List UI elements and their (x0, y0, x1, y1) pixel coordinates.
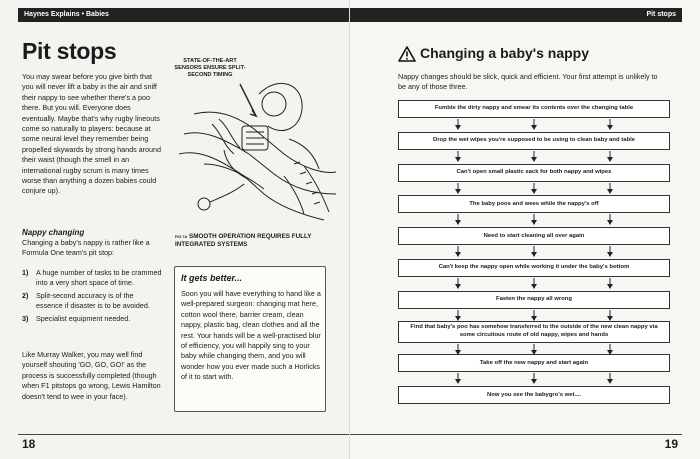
flow-arrows-icon (398, 309, 670, 321)
closing-paragraph: Like Murray Walker, you may well find yourself shouting 'GO, GO, GO!' as the process is successfully completed (though when F1 pitstops go wrong, Lewis Hamilton doesn't tend to wee in your face). (22, 350, 161, 401)
boxout-title: It gets better... (181, 273, 243, 283)
section-title (398, 45, 589, 61)
flow-arrows-icon (398, 372, 670, 384)
subheading-nappy-changing: Nappy changing (22, 228, 85, 237)
flow-step: Can't open small plastic sack for both nappy and wipes (398, 164, 670, 182)
arrow-head-icon (607, 189, 613, 194)
arrow-head-icon (531, 379, 537, 384)
arrow-head-icon (607, 220, 613, 225)
arrow-head-icon (455, 284, 461, 289)
arrow-head-icon (531, 189, 537, 194)
page-title: Pit stops (22, 38, 117, 64)
arrow-head-icon (607, 157, 613, 162)
boxout-text: Soon you will have everything to hand like a well-prepared surgeon: changing mat here, cotton wool there, barrier cream, clean nappy, plastic bag, clean clothes and all the rest. Your hands will be a well-practised blur of efficiency, you will happily sing to your baby while changing them, and you will wonder how you ever made such a Horlicks of it to start with. (181, 289, 321, 382)
flow-step: Need to start cleaning all over again (398, 227, 670, 245)
arrow-head-icon (607, 284, 613, 289)
list-text: Split-second accuracy is of the essence if disaster is to be avoided. (36, 290, 150, 311)
arrow-head-icon (531, 157, 537, 162)
arrow-head-icon (531, 220, 537, 225)
arrow-head-icon (455, 189, 461, 194)
list-number: 2) (22, 290, 29, 300)
flow-arrows-icon (398, 213, 670, 225)
arrow-head-icon (455, 252, 461, 257)
baby-engine-illustration-icon (164, 54, 344, 226)
flow-step: Drop the wet wipes you're supposed to be using to clean baby and table (398, 132, 670, 150)
arrow-head-icon (455, 125, 461, 130)
illustration-callout: STATE-OF-THE-ART SENSORS ENSURE SPLIT-SECOND TIMING (174, 58, 246, 78)
section-title-text: Changing a baby's nappy (420, 45, 590, 61)
list-item (22, 291, 162, 312)
running-header-right: Pit stops (350, 8, 682, 22)
flow-step: Can't keep the nappy open while working it under the baby's bottom (398, 259, 670, 277)
flow-arrows-icon (398, 150, 670, 162)
caption-text: SMOOTH OPERATION REQUIRES FULLY INTEGRATED SYSTEMS (175, 233, 312, 248)
flow-step: Now you see the babygro's wet.... (398, 386, 670, 404)
illustration-caption (175, 233, 335, 249)
arrow-head-icon (455, 379, 461, 384)
arrow-head-icon (455, 220, 461, 225)
boxout-it-gets-better (174, 266, 326, 412)
footer-rule (350, 434, 682, 435)
running-header-left: Haynes Explains • Babies (18, 8, 350, 22)
list-item (22, 314, 162, 324)
footer-rule (18, 434, 350, 435)
page-number-right: 19 (664, 437, 678, 451)
arrow-head-icon (607, 252, 613, 257)
arrow-head-icon (531, 252, 537, 257)
intro-paragraph: You may swear before you give birth that you will never lift a baby in the air and sniff their nappy to see whether there's a poo there. But you will. Everyone does eventually. Maybe that's why rugby lineouts come so naturally to players: because at some neural level they remember being propelled skywards by strong hands around their waist (though the smell in an international rugby scrum is many times worse than anything a dozen babies could conjure up). (22, 72, 162, 196)
arrow-head-icon (531, 284, 537, 289)
flow-arrows-icon (398, 343, 670, 355)
arrow-head-icon (531, 125, 537, 130)
list-number: 3) (22, 313, 29, 323)
section-intro: Nappy changes should be slick, quick and efficient. Your first attempt is unlikely to be any of those three. (398, 72, 658, 92)
flow-arrows-icon (398, 118, 670, 130)
flow-step: Take off the new nappy and start again (398, 354, 670, 372)
flow-step: Fumble the dirty nappy and smear its contents over the changing table (398, 100, 670, 118)
flow-step: Fasten the nappy all wrong (398, 291, 670, 309)
arrow-head-icon (607, 125, 613, 130)
flow-step: The baby poos and wees while the nappy's off (398, 195, 670, 213)
list-text: Specialist equipment needed. (36, 313, 131, 323)
subheading-text: Changing a baby's nappy is rather like a Formula One team's pit stop: (22, 238, 150, 258)
list-item (22, 268, 162, 289)
flow-arrows-icon (398, 182, 670, 194)
figure-number: FIG 7A (175, 235, 188, 239)
pitstop-list (22, 268, 162, 326)
arrow-head-icon (455, 157, 461, 162)
flow-arrows-icon (398, 277, 670, 289)
page-number-left: 18 (22, 437, 36, 451)
flow-arrows-icon (398, 245, 670, 257)
list-number: 1) (22, 268, 29, 277)
arrow-head-icon (607, 379, 613, 384)
list-text: A huge number of tasks to be crammed into a very short space of time. (36, 268, 162, 288)
right-page (350, 0, 700, 459)
flow-step: Find that baby's poo has somehow transferred to the outside of the new clean nappy via some circuitous route of old nappy, wipes and hands (398, 321, 670, 343)
